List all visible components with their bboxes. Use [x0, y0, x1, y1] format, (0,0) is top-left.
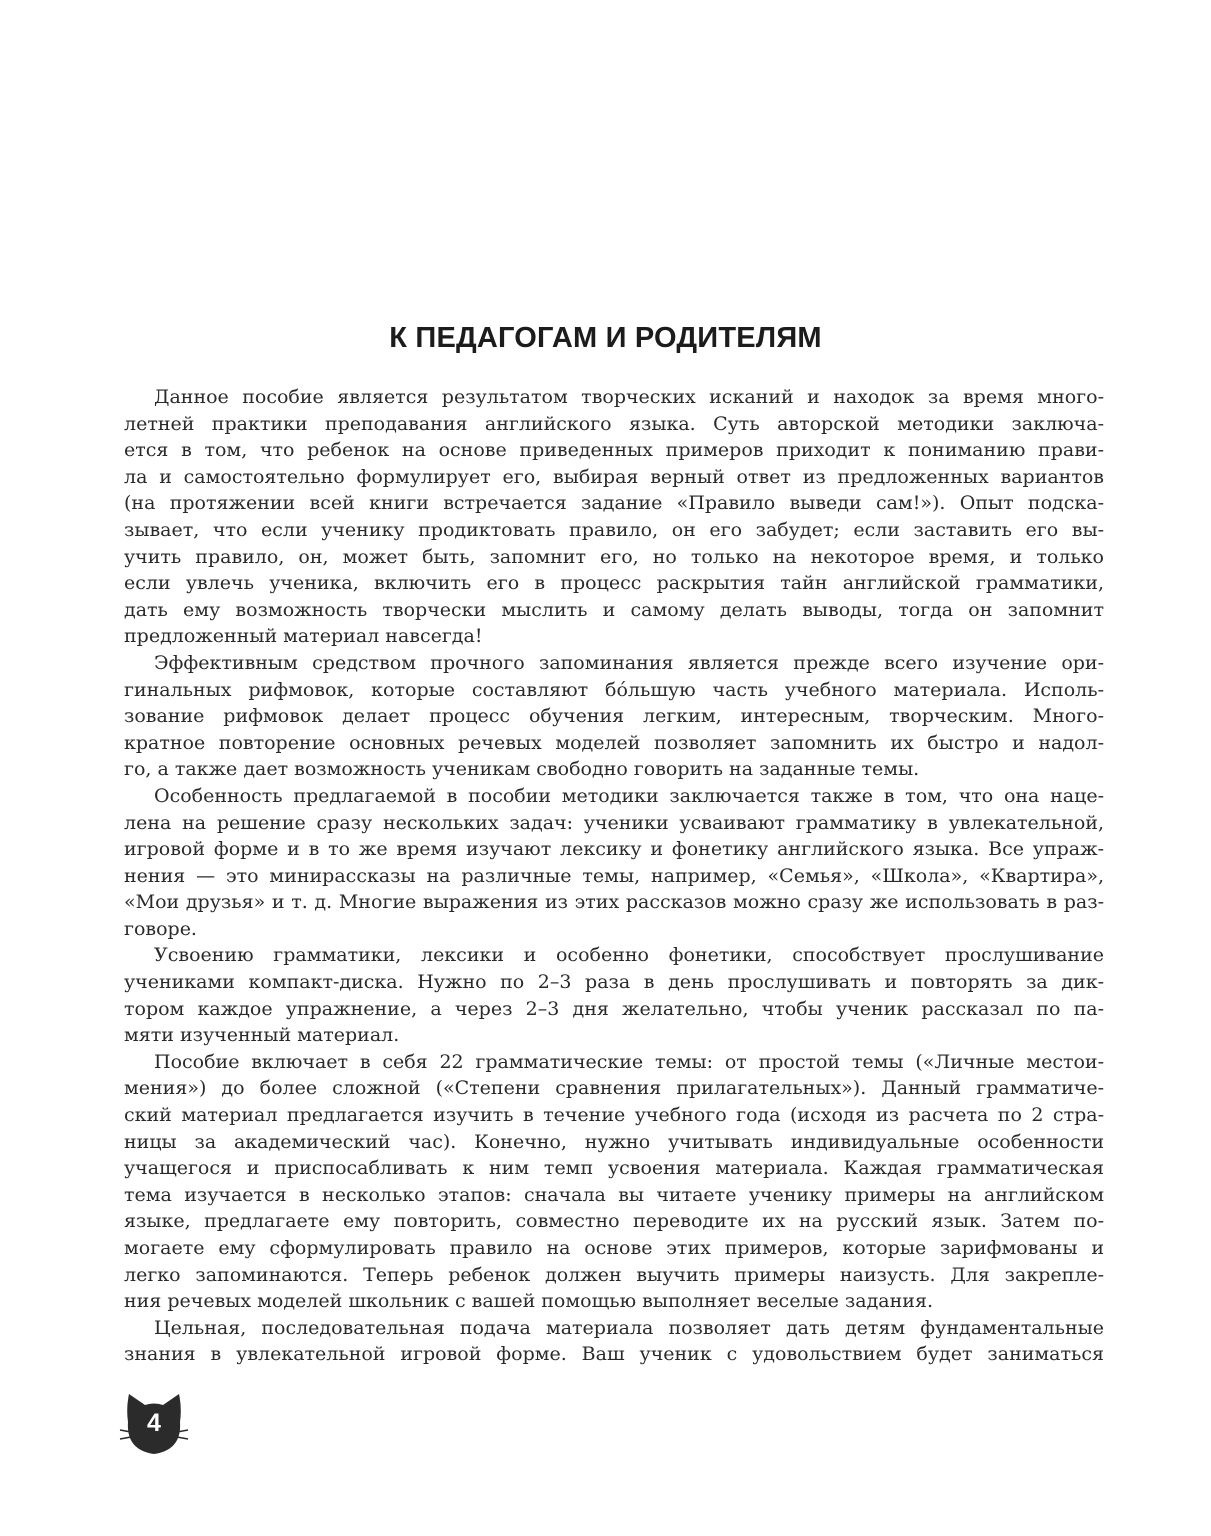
- text-line: дать ему возможность творчески мыслить и самому делать выводы, тогда он запомнит: [124, 598, 1104, 621]
- text-line: учениками компакт-диска. Нужно по 2–3 раза в день прослушивать и повторять за дик-: [124, 971, 1104, 994]
- page-number-badge: [118, 1392, 190, 1458]
- text-line: учащегося и приспосабливать к ним темп усвоения материала. Каждая грамматическая: [124, 1157, 1104, 1180]
- text-line: лена на решение сразу нескольких задач: ученики усваивают грамматику в увлекательной,: [124, 811, 1104, 834]
- text-line: тором каждое упражнение, а через 2–3 дня желательно, чтобы ученик рассказал по па-: [124, 997, 1104, 1020]
- text-line: ется в том, что ребенок на основе приведенных примеров приходит к пониманию прави-: [124, 439, 1104, 462]
- text-line: зывает, что если ученику продиктовать правило, он его забудет; если заставить его вы-: [124, 518, 1104, 541]
- text-line: гинальных рифмовок, которые составляют бо́льшую часть учебного материала. Исполь-: [124, 678, 1104, 701]
- text-line: учить правило, он, может быть, запомнит его, но только на некоторое время, и только: [124, 545, 1104, 568]
- text-line: ла и самостоятельно формулирует его, выбирая верный ответ из предложенных вариантов: [124, 465, 1104, 488]
- text-line: игровой форме и в то же время изучают лексику и фонетику английского языка. Все упраж-: [124, 838, 1104, 861]
- text-line: могаете ему сформулировать правило на основе этих примеров, которые зарифмованы и: [124, 1237, 1104, 1259]
- text-line: говоре.: [124, 917, 197, 940]
- text-line: Цельная, последовательная подача материала позволяет дать детям фундаментальные: [154, 1316, 1104, 1339]
- paragraph: [124, 783, 1104, 943]
- page-number: 4: [147, 1409, 161, 1437]
- text-line: зование рифмовок делает процесс обучения легким, интересным, творческим. Много-: [124, 705, 1104, 728]
- text-line: если увлечь ученика, включить его в процесс раскрытия тайн английской грамматики,: [124, 572, 1104, 595]
- text-line: мяти изученный материал.: [124, 1024, 400, 1047]
- text-line: летней практики преподавания английского языка. Суть авторской методики заключа-: [124, 412, 1104, 435]
- text-line: предложенный материал навсегда!: [124, 625, 483, 648]
- text-line: Усвоению грамматики, лексики и особенно фонетики, способствует прослушивание: [154, 944, 1104, 967]
- text-line: Особенность предлагаемой в пособии методики заключается также в том, что она наце-: [154, 784, 1104, 807]
- text-line: Эффективным средством прочного запоминания является прежде всего изучение ори-: [154, 651, 1104, 674]
- text-line: мения») до более сложной («Степени сравнения прилагательных»). Данный грамматиче-: [124, 1077, 1104, 1100]
- text-line: тема изучается в несколько этапов: сначала вы читаете ученику примеры на английском: [124, 1183, 1104, 1206]
- text-line: ния речевых моделей школьник с вашей помощью выполняет веселые задания.: [124, 1290, 933, 1313]
- paragraph: [124, 650, 1104, 783]
- text-line: легко запоминаются. Теперь ребенок должен выучить примеры наизусть. Для закрепле-: [124, 1263, 1104, 1286]
- paragraph: [124, 384, 1104, 650]
- text-line: ский материал предлагается изучить в течение учебного года (исходя из расчета по 2 стра-: [124, 1104, 1104, 1127]
- page-title: К ПЕДАГОГАМ И РОДИТЕЛЯМ: [389, 322, 822, 354]
- paragraph: [124, 1315, 1104, 1368]
- text-line: языке, предлагаете ему повторить, совместно переводите их на русский язык. Затем по-: [124, 1210, 1104, 1233]
- text-line: нения — это минирассказы на различные темы, например, «Семья», «Школа», «Квартира»,: [124, 864, 1104, 887]
- text-line: знания в увлекательной игровой форме. Ваш ученик с удовольствием будет заниматься: [124, 1343, 1104, 1366]
- text-line: го, а также дает возможность ученикам свободно говорить на заданные темы.: [124, 758, 920, 781]
- text-line: ницы за академический час). Конечно, нужно учитывать индивидуальные особенности: [124, 1130, 1104, 1153]
- text-line: (на протяжении всей книги встречается задание «Правило выведи сам!»). Опыт подска-: [124, 492, 1104, 515]
- text-line: кратное повторение основных речевых моделей позволяет запомнить их быстро и надол-: [124, 731, 1104, 754]
- text-line: «Мои друзья» и т. д. Многие выражения из этих рассказов можно сразу же использовать в раз-: [124, 891, 1104, 914]
- text-line: Пособие включает в себя 22 грамматические темы: от простой темы («Личные местои-: [154, 1050, 1104, 1073]
- paragraph: [124, 942, 1104, 1048]
- text-line: Данное пособие является результатом творческих исканий и находок за время много-: [154, 386, 1104, 408]
- paragraph: [124, 1049, 1104, 1315]
- body-text: [124, 384, 1104, 1368]
